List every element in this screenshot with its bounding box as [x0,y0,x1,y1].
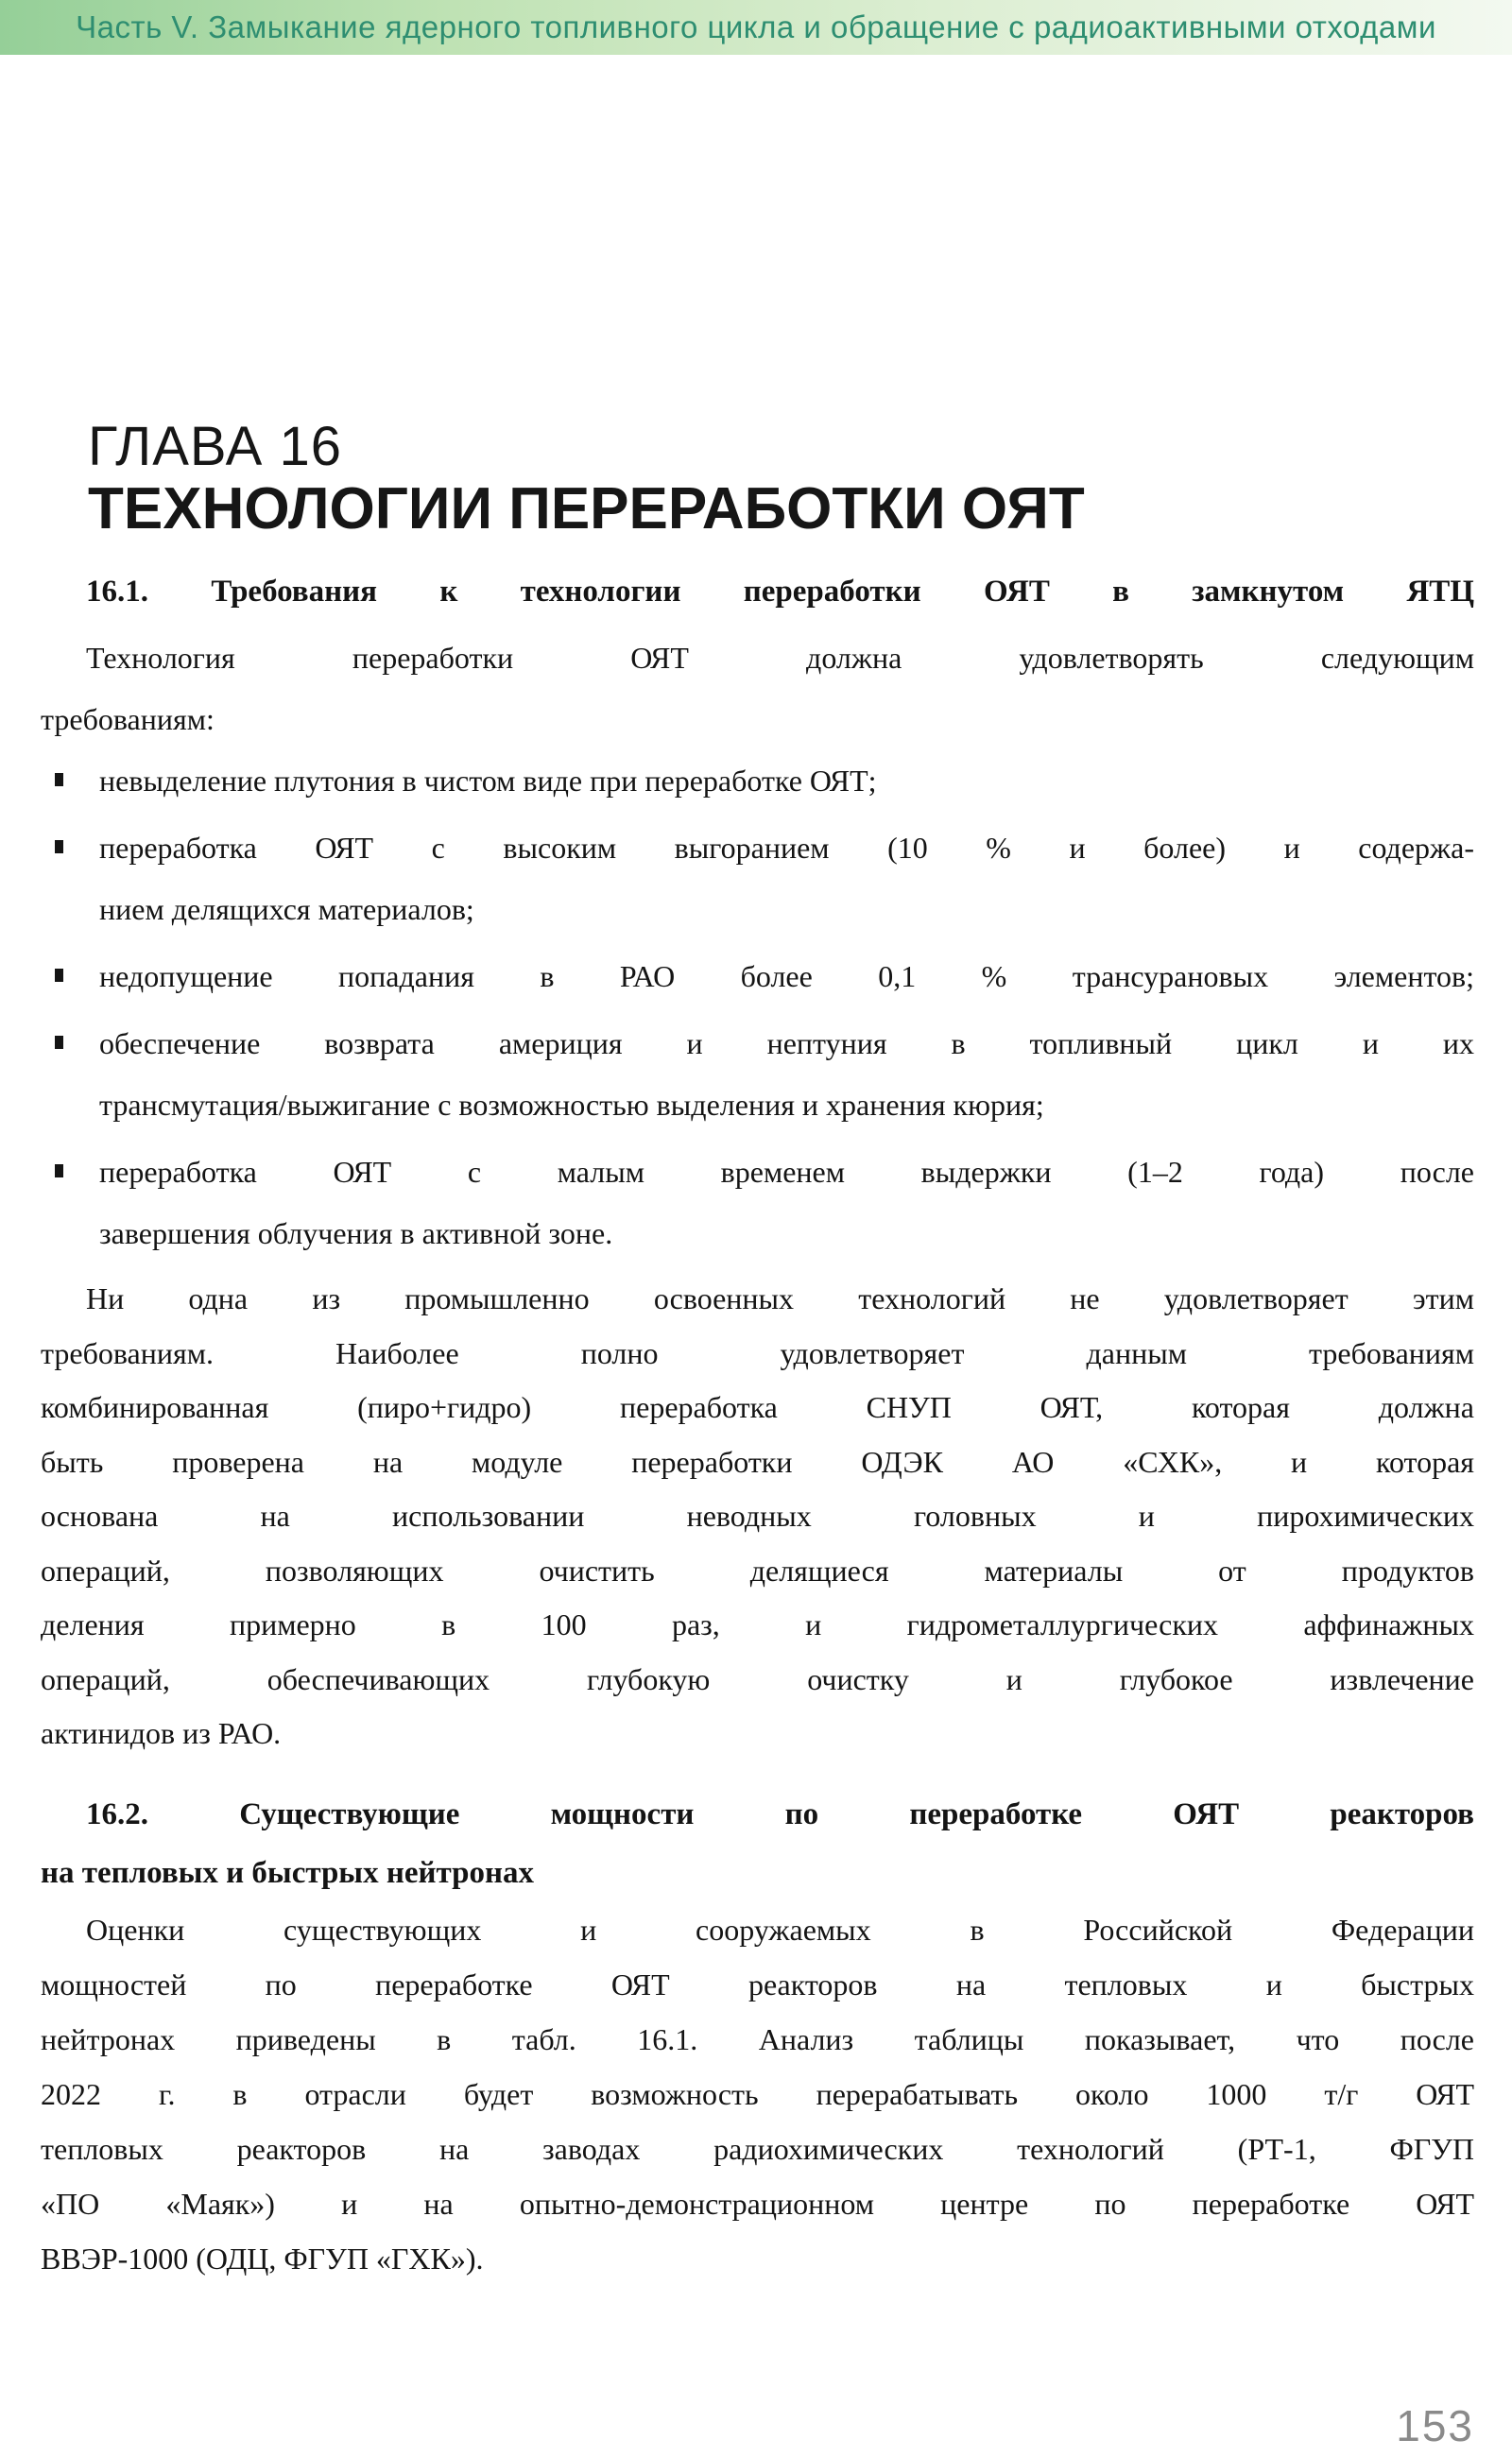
text-line: актинидов из РАО. [41,1716,282,1750]
list-item [55,1013,1474,1136]
chapter-heading [88,416,1474,541]
text-line: переработка ОЯТ с высоким выгоранием (10 % и более) и содержа- [99,831,1474,865]
text-line: переработка ОЯТ с малым временем выдержки (1–2 года) после [99,1155,1474,1189]
part-header-label: Часть V. Замыкание ядерного топливного цикла и обращение с радиоактивными отходами [76,9,1436,44]
text-line: Оценки существующих и сооружаемых в Российской Федерации [86,1912,1474,1947]
text-line: требованиям. Наиболее полно удовлетворяет данным требованиям [41,1335,1474,1370]
text-line: недопущение попадания в РАО более 0,1 % трансурановых элементов; [99,959,1474,993]
text-line: обеспечение возврата америция и нептуния в топливный цикл и их [99,1026,1474,1060]
text-line: 16.1. Требования к технологии переработки ОЯТ в замкнутом ЯТЦ [86,575,1474,609]
part-header-band [0,0,1512,55]
bullet-square-icon [55,1164,63,1177]
list-item-text [99,817,1474,940]
text-line: комбинированная (пиро+гидро) переработка СНУП ОЯТ, которая должна [41,1390,1474,1424]
section-16-1-heading [41,571,1474,612]
list-item-text [99,1142,1474,1264]
text-line: деления примерно в 100 раз, и гидрометаллургических аффинажных [41,1607,1474,1641]
text-line: требованиям: [41,702,215,736]
text-line: 2022 г. в отрасли будет возможность перерабатывать около 1000 т/г ОЯТ [41,2076,1474,2111]
text-line: трансмутация/выжигание с возможностью выделения и хранения кюрия; [99,1088,1044,1122]
text-line: мощностей по переработке ОЯТ реакторов на тепловых и быстрых [41,1967,1474,2002]
bullet-square-icon [55,1036,63,1049]
list-item [55,946,1474,1007]
list-item [55,1142,1474,1264]
chapter-title: ТЕХНОЛОГИИ ПЕРЕРАБОТКИ ОЯТ [88,476,1085,541]
page-content [0,416,1512,2286]
text-line: ВВЭР-1000 (ОДЦ, ФГУП «ГХК»). [41,2241,484,2276]
body-paragraph [41,1272,1474,1761]
list-item-text [99,750,1474,812]
page-number: 153 [1396,2401,1474,2450]
text-line: «ПО «Маяк») и на опытно-демонстрационном центре по переработке ОЯТ [41,2186,1474,2221]
text-line: Технология переработки ОЯТ должна удовлетворять следующим [86,641,1474,675]
chapter-label: ГЛАВА 16 [88,416,342,477]
text-line: операций, обеспечивающих глубокую очистку и глубокое извлечение [41,1661,1474,1696]
text-line: на тепловых и быстрых нейтронах [41,1855,534,1890]
section-16-1-intro-paragraph [41,627,1474,750]
text-line: завершения облучения в активной зоне. [99,1216,613,1250]
list-item-text [99,1013,1474,1136]
list-item [55,750,1474,812]
requirements-bullet-list [41,750,1474,1264]
text-line: операций, позволяющих очистить делящиеся материалы от продуктов [41,1553,1474,1588]
bullet-square-icon [55,773,63,786]
text-line: быть проверена на модуле переработки ОДЭК АО «СХК», и которая [41,1444,1474,1479]
text-line: основана на использовании неводных головных и пирохимических [41,1499,1474,1533]
list-item [55,817,1474,940]
bullet-square-icon [55,969,63,982]
section-16-2-heading [41,1785,1474,1902]
bullet-square-icon [55,840,63,853]
text-line: Ни одна из промышленно освоенных технологий не удовлетворяет этим [86,1281,1474,1315]
text-line: тепловых реакторов на заводах радиохимических технологий (РТ-1, ФГУП [41,2131,1474,2166]
list-item-text [99,946,1474,1007]
text-line: нием делящихся материалов; [99,892,474,926]
text-line: 16.2. Существующие мощности по переработке ОЯТ реакторов [86,1796,1474,1831]
body-paragraph [41,1902,1474,2286]
text-line: нейтронах приведены в табл. 16.1. Анализ таблицы показывает, что после [41,2021,1474,2056]
text-line: невыделение плутония в чистом виде при переработке ОЯТ; [99,764,877,798]
